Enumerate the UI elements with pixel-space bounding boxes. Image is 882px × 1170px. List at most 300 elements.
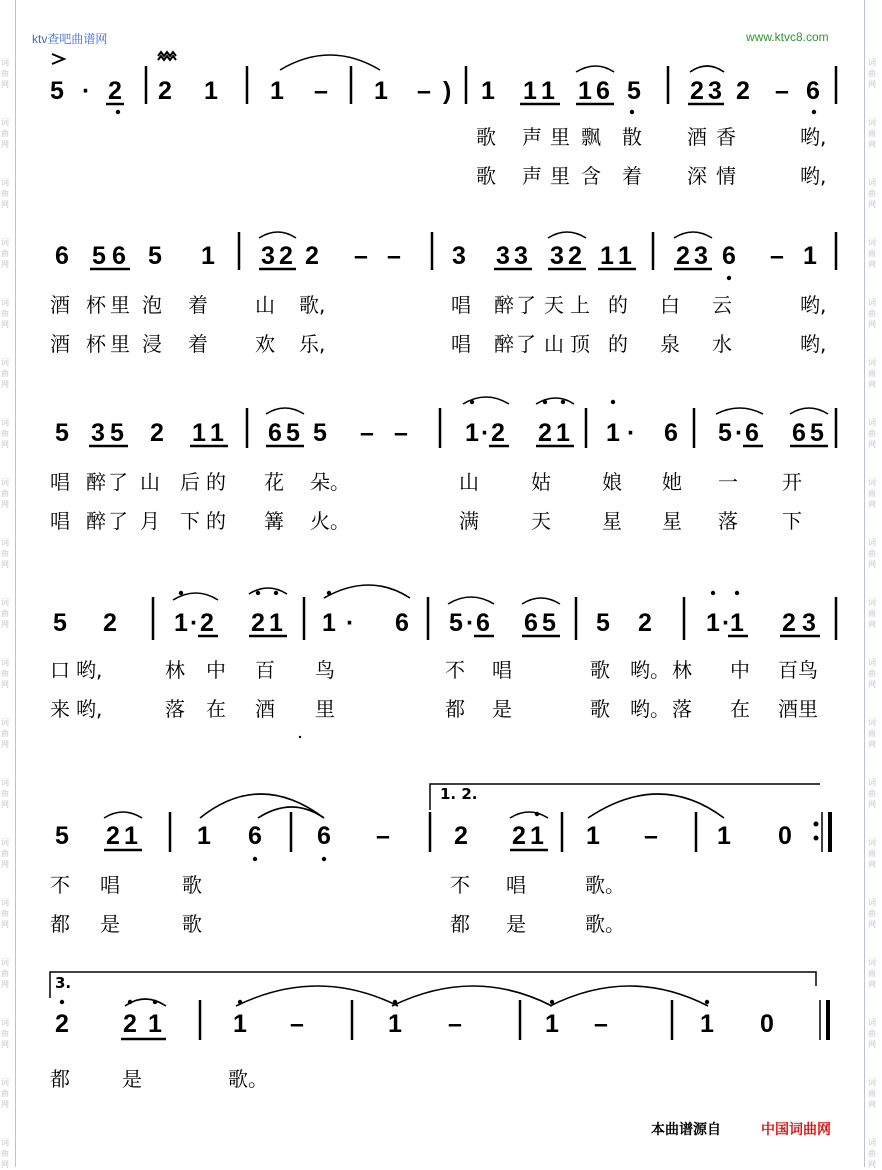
watermark-glyph: 词 bbox=[868, 178, 876, 187]
lyric: 满 bbox=[459, 509, 479, 533]
lyric: 是 bbox=[122, 1067, 142, 1091]
watermark-glyph: 词 bbox=[1, 298, 9, 307]
lyric: 是 bbox=[506, 912, 526, 936]
lyric: 酒 bbox=[687, 125, 707, 149]
watermark-glyph: 网 bbox=[868, 320, 876, 329]
watermark-glyph: 网 bbox=[868, 920, 876, 929]
dash: – bbox=[376, 822, 390, 850]
watermark-glyph: 曲 bbox=[1, 729, 9, 738]
watermark-glyph: 曲 bbox=[868, 609, 876, 618]
lyric: 哟, bbox=[800, 164, 827, 188]
watermark-glyph: 词 bbox=[1, 598, 9, 607]
note: 2 bbox=[103, 609, 117, 637]
note: 6 bbox=[248, 822, 262, 850]
note: 2 bbox=[638, 609, 652, 637]
note: 5 bbox=[148, 242, 162, 270]
dash: – bbox=[417, 77, 431, 105]
lyric: 歌 bbox=[590, 658, 610, 682]
watermark-glyph: 词 bbox=[868, 358, 876, 367]
note: 1 bbox=[606, 419, 620, 447]
note: 2 bbox=[108, 77, 122, 105]
watermark-glyph: 词 bbox=[1, 1078, 9, 1087]
note: 1 bbox=[174, 609, 188, 637]
note: 1 bbox=[545, 1010, 559, 1038]
watermark-glyph: 词 bbox=[868, 58, 876, 67]
lyric: 星 bbox=[602, 509, 622, 533]
lyric: 酒 bbox=[50, 332, 70, 356]
lyric: 哟。 bbox=[630, 697, 670, 721]
watermark-glyph: 曲 bbox=[1, 549, 9, 558]
dash: – bbox=[314, 77, 328, 105]
lyric: 中 bbox=[730, 658, 750, 682]
watermark-glyph: 词 bbox=[1, 1018, 9, 1027]
lyric: 里 bbox=[110, 332, 130, 356]
lyric: 顶 bbox=[570, 332, 590, 356]
note: 6 bbox=[806, 77, 820, 105]
note: 6 bbox=[395, 609, 409, 637]
dot-duration: · bbox=[190, 609, 199, 637]
lyric: 都 bbox=[445, 697, 465, 721]
footer-site-link[interactable]: 中国词曲网 bbox=[761, 1122, 831, 1138]
watermark-glyph: 网 bbox=[868, 200, 876, 209]
watermark-glyph: 网 bbox=[1, 680, 9, 689]
watermark-glyph: 网 bbox=[1, 500, 9, 509]
watermark-glyph: 曲 bbox=[1, 249, 9, 258]
watermark-glyph: 网 bbox=[1, 1040, 9, 1049]
watermark-glyph: 曲 bbox=[1, 189, 9, 198]
note: 5 bbox=[55, 419, 69, 447]
note: 1 bbox=[618, 242, 632, 270]
watermark-glyph: 曲 bbox=[868, 309, 876, 318]
note: 1 bbox=[124, 822, 138, 850]
dot-duration: · bbox=[481, 419, 490, 447]
note: 2 bbox=[150, 419, 164, 447]
lyric: 水 bbox=[712, 332, 732, 356]
dash: – bbox=[290, 1010, 304, 1038]
lyric: 了 bbox=[516, 332, 536, 356]
note: 2 bbox=[200, 609, 214, 637]
lyric: 歌。 bbox=[585, 912, 625, 936]
note: 3 bbox=[261, 242, 275, 270]
lyric: 浸 bbox=[142, 332, 162, 356]
lyric: 着 bbox=[622, 164, 642, 188]
dot-duration: · bbox=[627, 419, 636, 447]
note: 5 bbox=[596, 609, 610, 637]
note: 1 bbox=[541, 77, 555, 105]
watermark-glyph: 网 bbox=[868, 140, 876, 149]
watermark-glyph: 网 bbox=[1, 860, 9, 869]
watermark-glyph: 曲 bbox=[868, 1029, 876, 1038]
note: 5 bbox=[542, 609, 556, 637]
note: 1 bbox=[374, 77, 388, 105]
lyric: 的 bbox=[608, 332, 628, 356]
note: 1 bbox=[706, 609, 720, 637]
lyric: 哟。 bbox=[630, 658, 670, 682]
dash: – bbox=[387, 242, 401, 270]
note: 5 bbox=[627, 77, 641, 105]
lyric: 乐, bbox=[299, 332, 326, 356]
lyric: 里 bbox=[550, 164, 570, 188]
watermark-glyph: 词 bbox=[1, 478, 9, 487]
note: 2 bbox=[512, 822, 526, 850]
watermark-glyph: 曲 bbox=[868, 789, 876, 798]
note: 2 bbox=[454, 822, 468, 850]
dot-duration: · bbox=[735, 419, 744, 447]
lyric: 朵。 bbox=[310, 470, 350, 494]
lyric: 杯 bbox=[86, 293, 106, 317]
lyric: 散 bbox=[622, 125, 642, 149]
lyric: 是 bbox=[492, 697, 512, 721]
note: 3 bbox=[802, 609, 816, 637]
watermark-glyph: 曲 bbox=[1, 1029, 9, 1038]
lyric: 歌 bbox=[182, 912, 202, 936]
watermark-glyph: 词 bbox=[1, 718, 9, 727]
note: 1 bbox=[192, 419, 206, 447]
site-header-left[interactable]: ktv查吧曲谱网 bbox=[32, 32, 108, 46]
lyric: 下 bbox=[180, 509, 200, 533]
watermark-glyph: 词 bbox=[868, 238, 876, 247]
dash: – bbox=[360, 419, 374, 447]
watermark-glyph: 网 bbox=[1, 740, 9, 749]
note: 3 bbox=[452, 242, 466, 270]
note: 5 bbox=[449, 609, 463, 637]
note: 6 bbox=[268, 419, 282, 447]
watermark-glyph: 网 bbox=[1, 200, 9, 209]
watermark-glyph: 曲 bbox=[1, 309, 9, 318]
watermark-glyph: 曲 bbox=[868, 1089, 876, 1098]
note: 5 bbox=[110, 419, 124, 447]
site-header-right[interactable]: www.ktvc8.com bbox=[746, 30, 829, 44]
watermark-glyph: 网 bbox=[1, 320, 9, 329]
lyric: 都 bbox=[50, 1067, 70, 1091]
watermark-glyph: 曲 bbox=[868, 429, 876, 438]
lyric: 篝 bbox=[264, 509, 284, 533]
lyric: 天 bbox=[544, 293, 564, 317]
note: 1 bbox=[197, 822, 211, 850]
lyric: 下 bbox=[782, 509, 802, 533]
note: 2 bbox=[690, 77, 704, 105]
note: 2 bbox=[251, 609, 265, 637]
watermark-glyph: 网 bbox=[1, 620, 9, 629]
note: 6 bbox=[596, 77, 610, 105]
watermark-glyph: 词 bbox=[1, 538, 9, 547]
lyric: 哟, bbox=[800, 293, 827, 317]
note: 1 bbox=[586, 822, 600, 850]
lyric: 唱 bbox=[50, 509, 70, 533]
lyric: 的 bbox=[206, 470, 226, 494]
note: 2 bbox=[676, 242, 690, 270]
note: 3 bbox=[708, 77, 722, 105]
note: 1 bbox=[600, 242, 614, 270]
note: 1 bbox=[148, 1010, 162, 1038]
watermark-glyph: 词 bbox=[1, 958, 9, 967]
lyric: 唱 bbox=[492, 658, 512, 682]
watermark-glyph: 曲 bbox=[1, 789, 9, 798]
lyric: 鸟 bbox=[798, 658, 818, 682]
dash: – bbox=[594, 1010, 608, 1038]
footer-source-label: 本曲谱源自 bbox=[651, 1122, 721, 1138]
watermark-glyph: 词 bbox=[1, 178, 9, 187]
lyric: 百 bbox=[778, 658, 798, 682]
watermark-glyph: 网 bbox=[868, 260, 876, 269]
watermark-glyph: 词 bbox=[1, 118, 9, 127]
watermark-glyph: 词 bbox=[868, 1078, 876, 1087]
watermark-glyph: 网 bbox=[868, 1040, 876, 1049]
note: 1 bbox=[803, 242, 817, 270]
lyric: 歌。 bbox=[228, 1067, 268, 1091]
watermark-glyph: 词 bbox=[1, 1138, 9, 1147]
lyric: 酒 bbox=[778, 697, 798, 721]
lyric: 开 bbox=[782, 470, 802, 494]
lyric: 杯 bbox=[86, 332, 106, 356]
lyric: 歌 bbox=[476, 164, 496, 188]
note: 2 bbox=[568, 242, 582, 270]
note: 2 bbox=[305, 242, 319, 270]
lyric: 酒 bbox=[255, 697, 275, 721]
watermark-glyph: 曲 bbox=[868, 489, 876, 498]
watermark-glyph: 词 bbox=[868, 958, 876, 967]
lyric: 哟, bbox=[800, 125, 827, 149]
lyric: 歌 bbox=[182, 873, 202, 897]
watermark-glyph: 曲 bbox=[1, 129, 9, 138]
lyric: 山 bbox=[140, 470, 160, 494]
watermark-glyph: 词 bbox=[868, 118, 876, 127]
lyric: 唱 bbox=[451, 293, 471, 317]
watermark-glyph: 网 bbox=[868, 680, 876, 689]
dash: – bbox=[448, 1010, 462, 1038]
lyric: 是 bbox=[100, 912, 120, 936]
paren-close: ) bbox=[443, 77, 452, 105]
note: 5 bbox=[55, 822, 69, 850]
lyric: 里 bbox=[315, 697, 335, 721]
lyric: 歌, bbox=[299, 293, 326, 317]
lyric: 着 bbox=[188, 332, 208, 356]
watermark-glyph: 网 bbox=[1, 980, 9, 989]
lyric: 林 bbox=[165, 658, 185, 682]
rest: 0 bbox=[778, 822, 792, 850]
watermark-glyph: 曲 bbox=[1, 1149, 9, 1158]
lyric: 着 bbox=[188, 293, 208, 317]
lyric: 天 bbox=[531, 509, 551, 533]
lyric: 火。 bbox=[310, 509, 350, 533]
note: 2 bbox=[55, 1010, 69, 1038]
note: 1 bbox=[717, 822, 731, 850]
watermark-glyph: 词 bbox=[868, 1138, 876, 1147]
watermark-glyph: 曲 bbox=[868, 249, 876, 258]
lyric: 飘 bbox=[581, 125, 601, 149]
watermark-glyph: 网 bbox=[1, 1100, 9, 1109]
watermark-glyph: 曲 bbox=[1, 429, 9, 438]
lyric: 醉 bbox=[494, 293, 514, 317]
lyric: 不 bbox=[450, 873, 470, 897]
watermark-glyph: 曲 bbox=[1, 489, 9, 498]
watermark-glyph: 曲 bbox=[868, 69, 876, 78]
note: 1 bbox=[465, 419, 479, 447]
note: 2 bbox=[123, 1010, 137, 1038]
watermark-glyph: 词 bbox=[868, 478, 876, 487]
note: 6 bbox=[317, 822, 331, 850]
lyric: 了 bbox=[108, 509, 128, 533]
note: 1 bbox=[730, 609, 744, 637]
lyric: 的 bbox=[206, 509, 226, 533]
note: 1 bbox=[388, 1010, 402, 1038]
watermark-glyph: 词 bbox=[868, 298, 876, 307]
lyric: 来 bbox=[50, 697, 70, 721]
dash: – bbox=[775, 77, 789, 105]
lyric: 欢 bbox=[255, 332, 275, 356]
note: 3 bbox=[91, 419, 105, 447]
note: 5 bbox=[50, 77, 64, 105]
lyric: 情 bbox=[716, 164, 736, 188]
lyric: 在 bbox=[730, 697, 750, 721]
lyric: 白 bbox=[660, 293, 680, 317]
lyric: 落 bbox=[672, 697, 692, 721]
lyric: 唱 bbox=[451, 332, 471, 356]
volta-label-3: 3. bbox=[55, 974, 72, 992]
note: 6 bbox=[722, 242, 736, 270]
note: 1 bbox=[578, 77, 592, 105]
lyric: 唱 bbox=[100, 873, 120, 897]
watermark-glyph: 曲 bbox=[868, 549, 876, 558]
watermark-glyph: 词 bbox=[1, 238, 9, 247]
note: 1 bbox=[523, 77, 537, 105]
watermark-glyph: 曲 bbox=[868, 189, 876, 198]
note: 6 bbox=[476, 609, 490, 637]
watermark-glyph: 词 bbox=[868, 418, 876, 427]
watermark-glyph: 词 bbox=[1, 778, 9, 787]
note: 1 bbox=[201, 242, 215, 270]
lyric: 泡 bbox=[142, 293, 162, 317]
lyric: 香 bbox=[716, 125, 736, 149]
note: 6 bbox=[792, 419, 806, 447]
watermark-glyph: 词 bbox=[868, 778, 876, 787]
note: 2 bbox=[279, 242, 293, 270]
note: 1 bbox=[322, 609, 336, 637]
lyric: 花 bbox=[264, 470, 284, 494]
note: 6 bbox=[55, 242, 69, 270]
note: 2 bbox=[782, 609, 796, 637]
watermark-glyph: 词 bbox=[868, 658, 876, 667]
note: 1 bbox=[481, 77, 495, 105]
watermark-glyph: 网 bbox=[1, 920, 9, 929]
watermark-glyph: 网 bbox=[1, 140, 9, 149]
note: 6 bbox=[664, 419, 678, 447]
watermark-glyph: 网 bbox=[868, 80, 876, 89]
watermark-glyph: 网 bbox=[868, 440, 876, 449]
watermark-glyph: 曲 bbox=[868, 129, 876, 138]
lyric: 林 bbox=[672, 658, 692, 682]
note: 1 bbox=[233, 1010, 247, 1038]
lyric: 声 bbox=[522, 125, 542, 149]
watermark-glyph: 曲 bbox=[1, 609, 9, 618]
watermark-glyph: 词 bbox=[868, 718, 876, 727]
lyric: 百 bbox=[255, 658, 275, 682]
lyric: 了 bbox=[108, 470, 128, 494]
watermark-glyph: 曲 bbox=[1, 849, 9, 858]
note: 1 bbox=[700, 1010, 714, 1038]
lyric: 星 bbox=[662, 509, 682, 533]
lyric: 云 bbox=[712, 293, 732, 317]
watermark-glyph: 网 bbox=[868, 380, 876, 389]
watermark-glyph: 曲 bbox=[868, 729, 876, 738]
note: 3 bbox=[550, 242, 564, 270]
watermark-glyph: 词 bbox=[868, 1018, 876, 1027]
note: 6 bbox=[745, 419, 759, 447]
lyric: 在 bbox=[206, 697, 226, 721]
note: 1 bbox=[556, 419, 570, 447]
volta-label-1-2: 1. 2. bbox=[440, 785, 478, 803]
watermark-glyph: 曲 bbox=[868, 369, 876, 378]
lyric: 后 bbox=[180, 470, 200, 494]
dot-duration: · bbox=[466, 609, 475, 637]
lyric: 都 bbox=[50, 912, 70, 936]
lyric: 中 bbox=[206, 658, 226, 682]
watermark-glyph: 网 bbox=[1, 560, 9, 569]
lyric: 深 bbox=[687, 164, 707, 188]
lyric: 含 bbox=[581, 164, 601, 188]
watermark-glyph: 网 bbox=[868, 1100, 876, 1109]
watermark-glyph: 曲 bbox=[868, 909, 876, 918]
note: 5 bbox=[53, 609, 67, 637]
dash: – bbox=[354, 242, 368, 270]
note: 2 bbox=[158, 77, 172, 105]
lyric: 落 bbox=[165, 697, 185, 721]
watermark-glyph: 词 bbox=[1, 658, 9, 667]
dot-duration: · bbox=[346, 609, 355, 637]
watermark-glyph: 曲 bbox=[868, 969, 876, 978]
lyric: 里 bbox=[798, 697, 818, 721]
lyric: 唱 bbox=[506, 873, 526, 897]
note: 2 bbox=[736, 77, 750, 105]
note: 1 bbox=[204, 77, 218, 105]
note: 1 bbox=[530, 822, 544, 850]
lyric: 醉 bbox=[86, 470, 106, 494]
watermark-glyph: 词 bbox=[1, 418, 9, 427]
lyric: 一 bbox=[718, 470, 738, 494]
watermark-glyph: 词 bbox=[868, 898, 876, 907]
watermark-glyph: 词 bbox=[868, 838, 876, 847]
watermark-glyph: 网 bbox=[868, 620, 876, 629]
note: 5 bbox=[286, 419, 300, 447]
watermark-glyph: 曲 bbox=[868, 849, 876, 858]
watermark-glyph: 曲 bbox=[1, 969, 9, 978]
lyric: 娘 bbox=[602, 470, 622, 494]
lyric: 唱 bbox=[50, 470, 70, 494]
lyric: 酒 bbox=[50, 293, 70, 317]
lyric: 歌 bbox=[590, 697, 610, 721]
note: 2 bbox=[538, 419, 552, 447]
watermark-glyph: 词 bbox=[1, 898, 9, 907]
rest: 0 bbox=[760, 1010, 774, 1038]
lyric: 哟, bbox=[76, 697, 103, 721]
lyric: 山 bbox=[255, 293, 275, 317]
lyric: 上 bbox=[570, 293, 590, 317]
note: 5 bbox=[92, 242, 106, 270]
watermark-glyph: 网 bbox=[1, 1160, 9, 1169]
watermark-glyph: 网 bbox=[868, 500, 876, 509]
note: 3 bbox=[496, 242, 510, 270]
watermark-glyph: 曲 bbox=[1, 69, 9, 78]
lyric: 鸟 bbox=[315, 658, 335, 682]
dot-duration: · bbox=[722, 609, 731, 637]
dash: – bbox=[644, 822, 658, 850]
lyric: 姑 bbox=[531, 470, 551, 494]
lyric: 不 bbox=[50, 873, 70, 897]
lyric: 歌 bbox=[476, 125, 496, 149]
dash: – bbox=[770, 242, 784, 270]
lyric: 了 bbox=[516, 293, 536, 317]
lyric: 山 bbox=[544, 332, 564, 356]
